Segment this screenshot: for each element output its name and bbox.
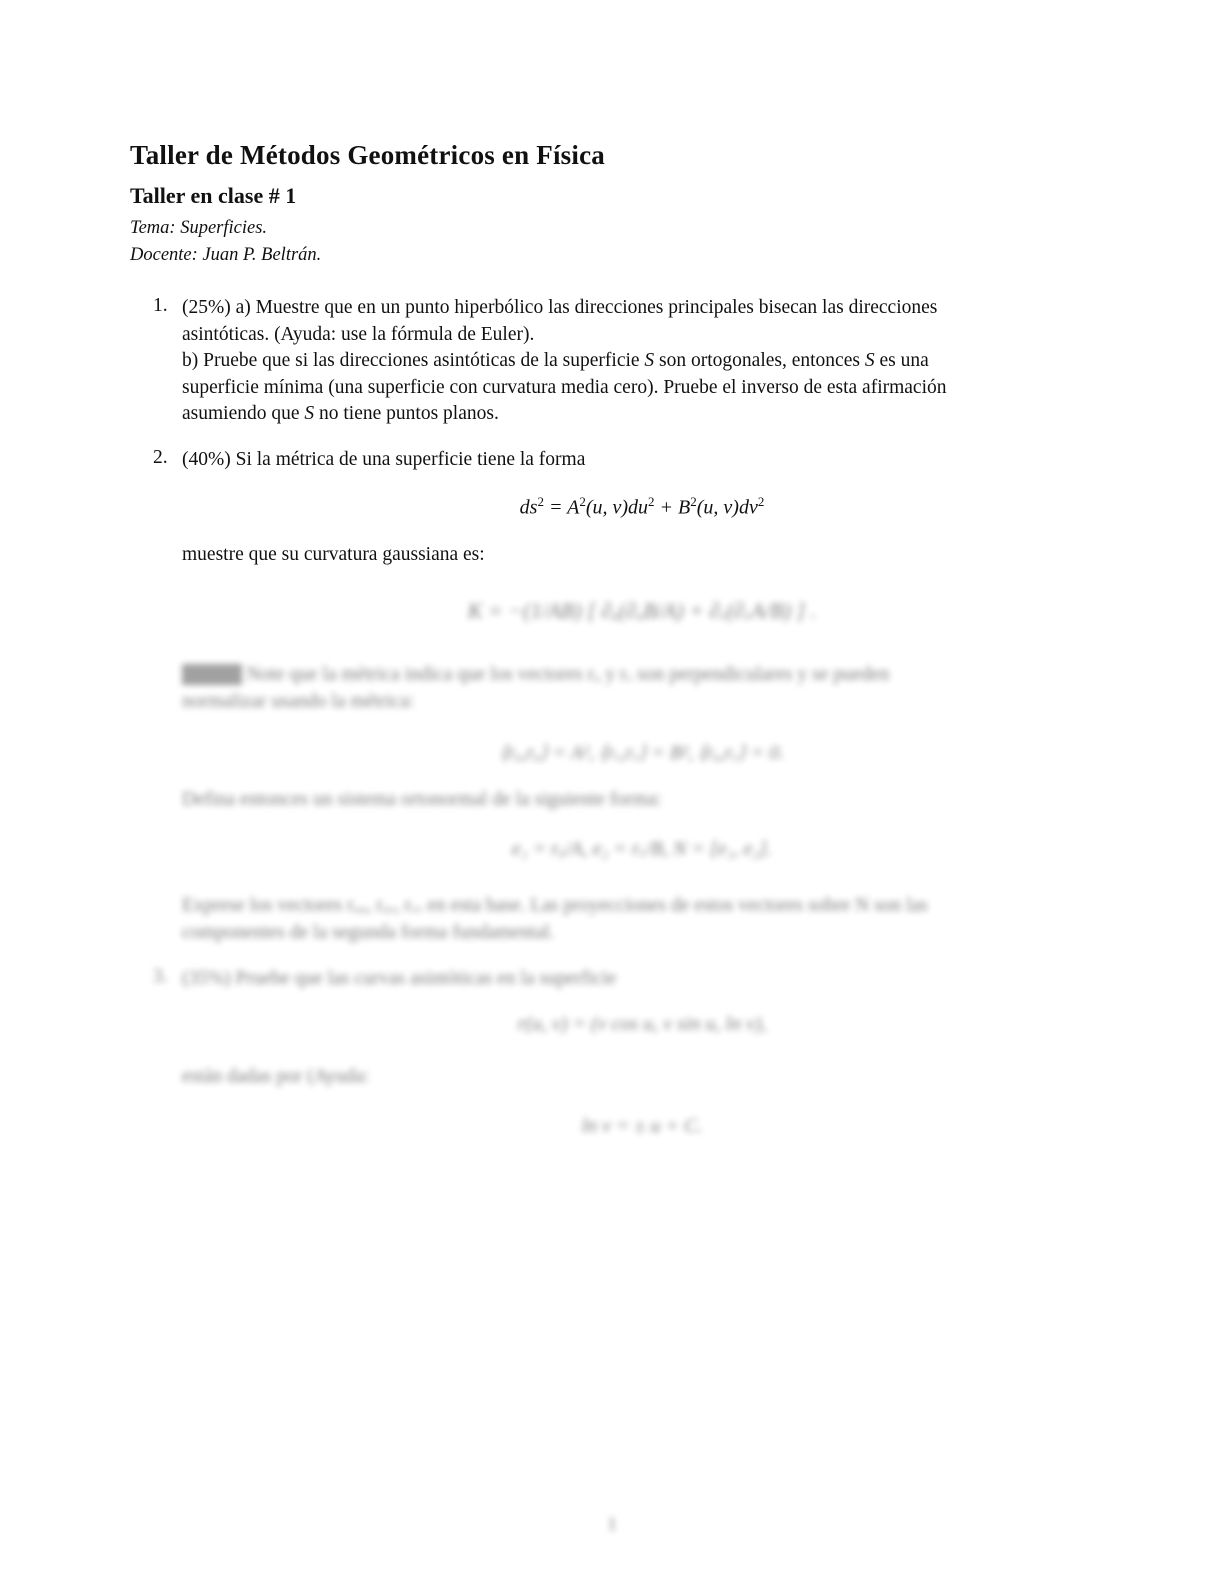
question-2-number: 2. — [153, 447, 168, 468]
asymptotic-result-equation: ln v = ± u + C. — [581, 1115, 703, 1137]
orthonormal-frame-equation: e₁ = rᵤ/A, e₂ = rᵥ/B, N = [e₁, e₂]. — [511, 838, 773, 860]
topic-line: Tema: Superficies. — [130, 218, 268, 238]
question-1-line-4: superficie mínima (una superficie con curvatura media cero). Pruebe el inverso de esta afirmación — [182, 376, 947, 398]
question-1-text — [182, 295, 1102, 428]
metric-equation: $ds^2 = A^2(u$, $v)du^2 + B^2(u$, $v)dv^2$ — [519, 494, 765, 519]
instructor-line: Docente: Juan P. Beltrán. — [130, 245, 322, 265]
question-1-number: 1. — [153, 295, 168, 316]
question-2-intro: (40%) Si la métrica de una superficie tiene la forma — [182, 449, 586, 470]
curvature-formula: K = −(1/AB) [ ∂ᵤ(∂ᵤB/A) + ∂ᵥ(∂ᵥA/B) ] . — [467, 598, 817, 623]
question-2-closing: Exprese los vectores rᵤᵤ, rᵤᵥ, rᵥᵥ en esta base. Las proyecciones de estos vectores sobre N son las componentes de la segunda forma fundamental. — [182, 895, 928, 943]
frame-intro: Defina entonces un sistema ortonormal de la siguiente forma: — [182, 789, 662, 810]
question-2-hint: Ayuda: Note que la métrica indica que los vectores rᵤ y rᵥ son perpendiculares y se pueden normalizar usando la métrica: — [182, 664, 890, 712]
question-3-after: están dadas por (Ayuda: — [182, 1066, 370, 1087]
inner-products-equation: ⟨rᵤ,rᵤ⟩ = A², ⟨rᵥ,rᵥ⟩ = B², ⟨rᵤ,rᵥ⟩ = 0. — [499, 742, 785, 764]
hint-label: Ayuda: — [184, 664, 240, 685]
question-1-line-1: (25%) a) Muestre que en un punto hiperbólico las direcciones principales bisecan las direcciones — [182, 297, 938, 318]
question-3-intro: (35%) Pruebe que las curvas asintóticas en la superficie — [182, 968, 617, 989]
question-2-after-metric: muestre que su curvatura gaussiana es: — [182, 544, 485, 565]
question-1-line-2: asintóticas. (Ayuda: use la fórmula de Euler). — [182, 323, 535, 345]
question-1-line-3: b) Pruebe que si las direcciones asintóticas de la superficie S son ortogonales, entonces S es una — [182, 350, 929, 372]
page-title: Taller de Métodos Geométricos en Física — [130, 140, 605, 170]
page-number: 1 — [607, 1514, 617, 1535]
surface-equation: r(u, v) = (v cos u, v sin u, ln v), — [517, 1013, 767, 1035]
question-3-number: 3. — [153, 966, 168, 987]
page-subtitle: Taller en clase # 1 — [130, 183, 297, 208]
question-1-line-5: asumiendo que S no tiene puntos planos. — [182, 403, 499, 425]
